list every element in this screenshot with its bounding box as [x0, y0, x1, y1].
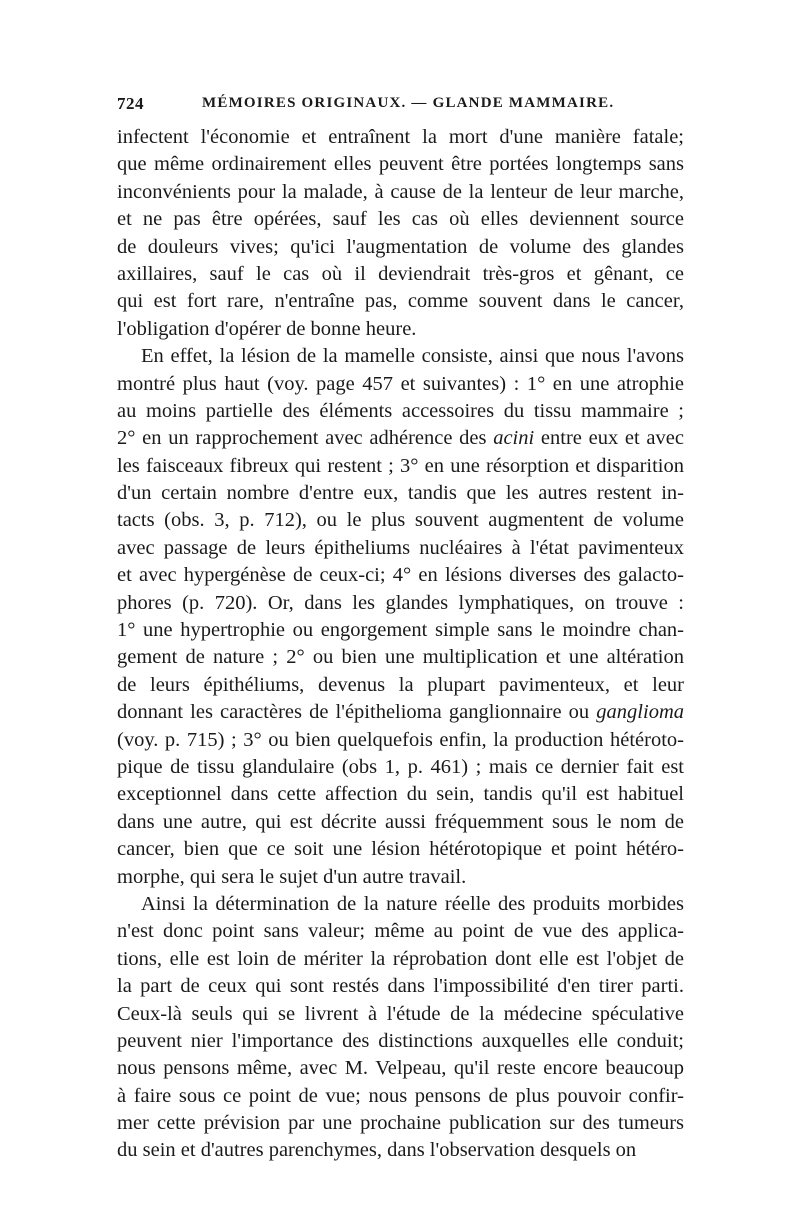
page-header	[117, 94, 705, 120]
text-line: que même ordinairement elles peuvent être portées longtemps sans	[117, 153, 684, 176]
text-line: n'est donc point sans valeur; même au point de vue des applica-	[117, 920, 684, 943]
text-line: d'un certain nombre d'entre eux, tandis que les autres restent in-	[117, 482, 684, 505]
text-line: morphe, qui sera le sujet d'un autre travail.	[117, 865, 467, 888]
text-line: En effet, la lésion de la mamelle consiste, ainsi que nous l'avons	[141, 345, 684, 368]
text-line: montré plus haut (voy. page 457 et suivantes) : 1° en une atrophie	[117, 372, 684, 395]
text-line: et ne pas être opérées, sauf les cas où elles deviennent source	[117, 208, 684, 231]
text-line: mer cette prévision par une prochaine publication sur des tumeurs	[117, 1112, 684, 1135]
italic-term: ganglioma	[596, 701, 684, 724]
text-line: les faisceaux fibreux qui restent ; 3° en une résorption et disparition	[117, 454, 684, 477]
text-line: 2° en un rapprochement avec adhérence des acini entre eux et avec	[117, 427, 684, 450]
text-line: cancer, bien que ce soit une lésion hétérotopique et point hétéro-	[117, 838, 684, 861]
text-line: à faire sous ce point de vue; nous pensons de plus pouvoir confir-	[117, 1084, 684, 1107]
paragraph	[117, 343, 684, 891]
text-line: inconvénients pour la malade, à cause de la lenteur de leur marche,	[117, 180, 684, 203]
text-line: de douleurs vives; qu'ici l'augmentation de volume des glandes	[117, 235, 684, 258]
text-line: du sein et d'autres parenchymes, dans l'observation desquels on	[117, 1139, 637, 1162]
text-line: tacts (obs. 3, p. 712), ou le plus souvent augmentent de volume	[117, 509, 684, 532]
text-line: peuvent nier l'importance des distinctions auxquelles elle conduit;	[117, 1029, 684, 1052]
text-line: de leurs épithéliums, devenus la plupart pavimenteux, et leur	[117, 673, 684, 696]
text-line: et avec hypergénèse de ceux-ci; 4° en lésions diverses des galacto-	[117, 564, 684, 587]
text-line: au moins partielle des éléments accessoires du tissu mammaire ;	[117, 399, 684, 422]
text-line: qui est fort rare, n'entraîne pas, comme souvent dans le cancer,	[117, 290, 684, 313]
text-line: tions, elle est loin de mériter la réprobation dont elle est l'objet de	[117, 947, 684, 970]
italic-term: acini	[493, 427, 535, 450]
running-head: MÉMOIRES ORIGINAUX. — GLANDE MAMMAIRE.	[202, 95, 615, 111]
text-line: infectent l'économie et entraînent la mort d'une manière fatale;	[117, 126, 684, 148]
text-line: exceptionnel dans cette affection du sein, tandis qu'il est habituel	[117, 783, 684, 806]
text-line: (voy. p. 715) ; 3° ou bien quelquefois enfin, la production hétéroto-	[117, 728, 684, 751]
text-line: dans une autre, qui est décrite aussi fréquemment sous le nom de	[117, 810, 684, 833]
text-line: nous pensons même, avec M. Velpeau, qu'il reste encore beaucoup	[117, 1057, 684, 1080]
text-line: l'obligation d'opérer de bonne heure.	[117, 317, 417, 340]
paragraph	[117, 124, 684, 343]
text-line: avec passage de leurs épitheliums nucléaires à l'état pavimenteux	[117, 536, 684, 559]
text-line: 1° une hypertrophie ou engorgement simple sans le moindre chan-	[117, 619, 684, 642]
text-line: donnant les caractères de l'épithelioma ganglionnaire ou ganglioma	[117, 701, 684, 724]
paragraph	[117, 891, 684, 1165]
text-line: axillaires, sauf le cas où il deviendrait très-gros et gênant, ce	[117, 262, 684, 285]
body-text	[117, 124, 684, 1165]
text-line: la part de ceux qui sont restés dans l'impossibilité d'en tirer parti.	[117, 975, 684, 998]
text-line: gement de nature ; 2° ou bien une multiplication et une altération	[117, 646, 684, 669]
page-number: 724	[117, 94, 144, 113]
text-line: phores (p. 720). Or, dans les glandes lymphatiques, on trouve :	[117, 591, 684, 614]
text-line: Ainsi la détermination de la nature réelle des produits morbides	[141, 892, 684, 915]
text-line: pique de tissu glandulaire (obs 1, p. 461) ; mais ce dernier fait est	[117, 755, 684, 778]
text-line: Ceux-là seuls qui se livrent à l'étude de la médecine spéculative	[117, 1002, 684, 1025]
